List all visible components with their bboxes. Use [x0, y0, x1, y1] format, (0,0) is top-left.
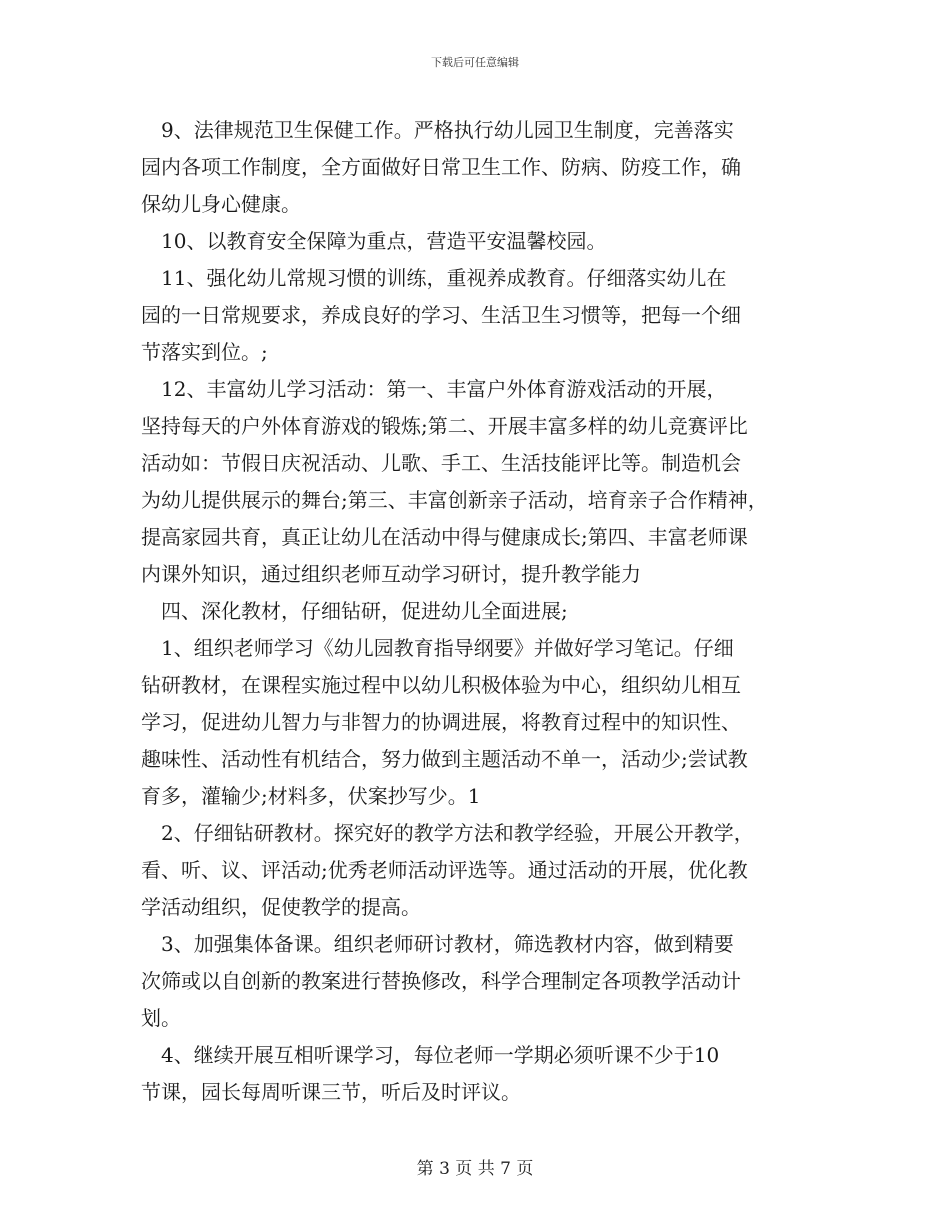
text-line: 1、组织老师学习《幼儿园教育指导纲要》并做好学习笔记。仔细: [141, 636, 734, 660]
text-line: 2、仔细钻研教材。探究好的教学方法和教学经验，开展公开教学，: [141, 821, 754, 845]
text-line: 3、加强集体备课。组织老师研讨教材，筛选教材内容，做到精要: [141, 932, 734, 956]
body-text: [141, 112, 821, 1111]
text-line: 看、听、议、评活动;优秀老师活动评选等。通过活动的开展，优化教: [141, 858, 748, 882]
text-line: 4、继续开展互相听课学习，每位老师一学期必须听课不少于10: [141, 1043, 720, 1067]
text-line: 四、深化教材，仔细钻研，促进幼儿全面进展;: [141, 599, 568, 623]
text-line: 划。: [141, 1006, 181, 1030]
text-line: 次筛或以自创新的教案进行替换修改，科学合理制定各项教学活动计: [141, 969, 741, 993]
text-line: 坚持每天的户外体育游戏的锻炼;第二、开展丰富多样的幼儿竞赛评比: [141, 414, 748, 438]
text-line: 园的一日常规要求，养成良好的学习、生活卫生习惯等，把每一个细: [141, 303, 741, 327]
text-line: 学活动组织，促使教学的提高。: [141, 895, 421, 919]
page-number: 第 3 页 共 7 页: [416, 1159, 534, 1179]
text-line: 园内各项工作制度，全方面做好日常卫生工作、防病、防疫工作，确: [141, 155, 741, 179]
text-line: 节落实到位。;: [141, 340, 268, 364]
text-line: 10、以教育安全保障为重点，营造平安温馨校园。: [141, 229, 607, 253]
text-line: 钻研教材，在课程实施过程中以幼儿积极体验为中心，组织幼儿相互: [141, 673, 741, 697]
text-line: 9、法律规范卫生保健工作。严格执行幼儿园卫生制度，完善落实: [141, 118, 734, 142]
text-line: 为幼儿提供展示的舞台;第三、丰富创新亲子活动，培育亲子合作精神，: [141, 488, 768, 512]
text-line: 保幼儿身心健康。: [141, 192, 301, 216]
text-line: 内课外知识，通过组织老师互动学习研讨，提升教学能力: [141, 562, 641, 586]
text-line: 趣味性、活动性有机结合，努力做到主题活动不单一，活动少;尝试教: [141, 747, 748, 771]
text-line: 育多，灌输少;材料多，伏案抄写少。1: [141, 784, 481, 808]
text-line: 12、丰富幼儿学习活动：第一、丰富户外体育游戏活动的开展，: [141, 377, 727, 401]
text-line: 11、强化幼儿常规习惯的训练，重视养成教育。仔细落实幼儿在: [141, 266, 727, 290]
text-line: 提高家园共育，真正让幼儿在活动中得与健康成长;第四、丰富老师课: [141, 525, 748, 549]
text-line: 学习，促进幼儿智力与非智力的协调进展，将教育过程中的知识性、: [141, 710, 741, 734]
header-note: 下载后可任意编辑: [431, 56, 519, 69]
text-line: 节课，园长每周听课三节，听后及时评议。: [141, 1080, 521, 1104]
text-line: 活动如：节假日庆祝活动、儿歌、手工、生活技能评比等。制造机会: [141, 451, 741, 475]
